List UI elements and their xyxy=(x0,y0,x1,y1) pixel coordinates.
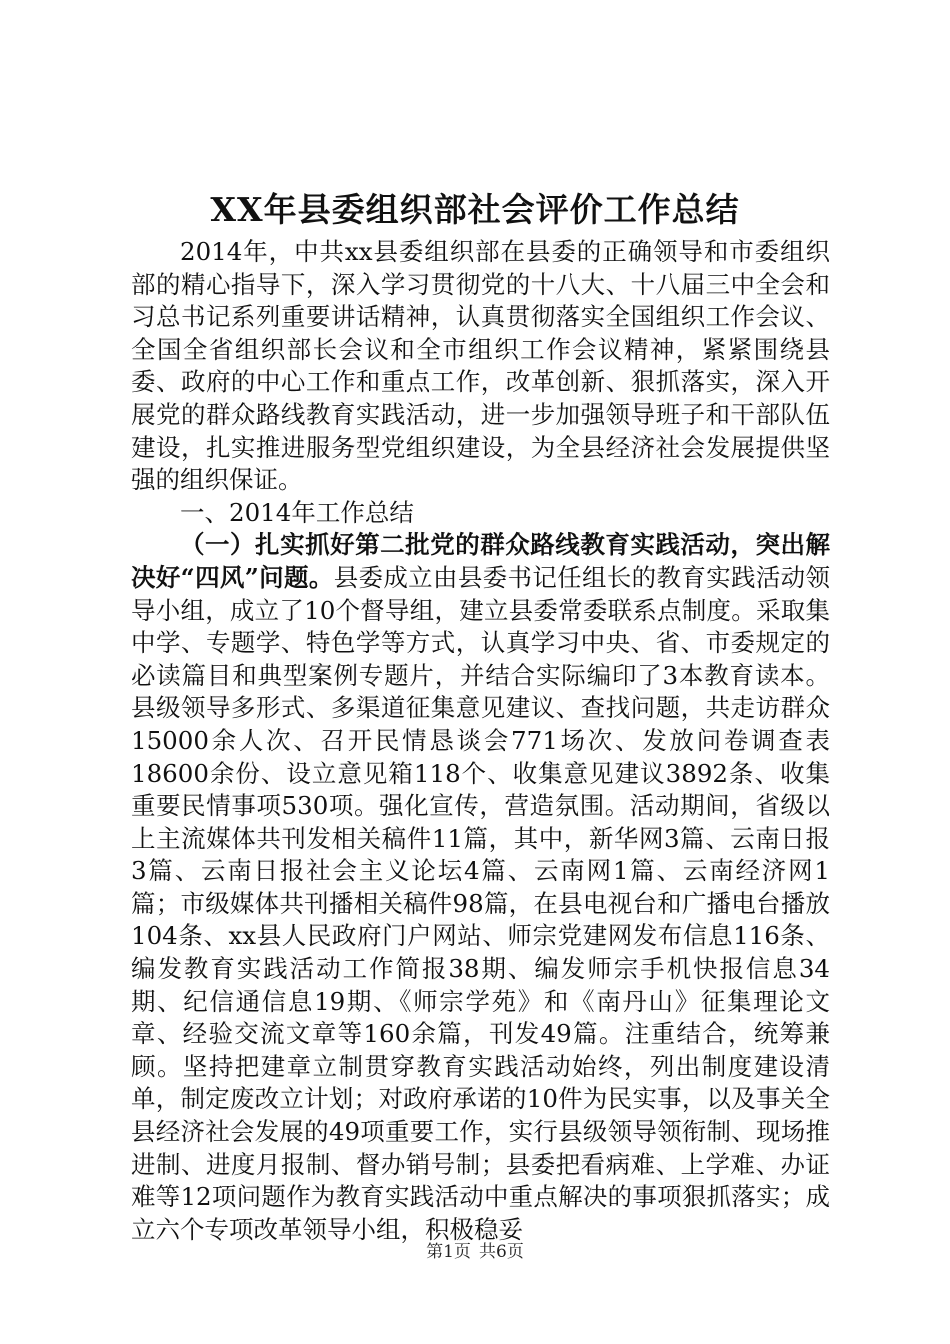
document-body xyxy=(131,236,830,1246)
intro-paragraph: 2014年，中共xx县委组织部在县委的正确领导和市委组织部的精心指导下，深入学习贯彻党的十八大、十八届三中全会和习总书记系列重要讲话精神，认真贯彻落实全国组织工作会议、全国全省组织部长会议和全市组织工作会议精神，紧紧围绕县委、政府的中心工作和重点工作，改革创新、狠抓落实，深入开展党的群众路线教育实践活动，进一步加强领导班子和干部队伍建设，扎实推进服务型党组织建设，为全县经济社会发展提供坚强的组织保证。 xyxy=(131,237,830,495)
page-total: 共6页 xyxy=(479,1242,524,1262)
section-heading: 一、2014年工作总结 xyxy=(180,497,414,527)
paragraph-1-body: 县委成立由县委书记任组长的教育实践活动领导小组，成立了10个督导组，建立县委常委联系点制度。采取集中学、专题学、特色学等方式，认真学习中央、省、市委规定的必读篇目和典型案例专题片，并结合实际编印了3本教育读本。县级领导多形式、多渠道征集意见建议、查找问题，共走访群众15000余人次、召开民情恳谈会771场次、发放问卷调查表18600余份、设立意见箱118个、收集意见建议3892条、收集重要民情事项530项。强化宣传，营造氛围。活动期间，省级以上主流媒体共刊发相关稿件11篇，其中，新华网3篇、云南日报3篇、云南日报社会主义论坛4篇、云南网1篇、云南经济网1篇；市级媒体共刊播相关稿件98篇，在县电视台和广播电台播放104条、xx县人民政府门户网站、师宗党建网发布信息116条、编发教育实践活动工作简报38期、编发师宗手机快报信息34期、纪信通信息19期、《师宗学苑》和《南丹山》征集理论文章、经验交流文章等160余篇，刊发49篇。注重结合，统筹兼顾。坚持把建章立制贯穿教育实践活动始终，列出制度建设清单，制定废改立计划；对政府承诺的10件为民实事，以及事关全县经济社会发展的49项重要工作，实行县级领导领衔制、现场推进制、进度月报制、督办销号制；县委把看病难、上学难、办证难等12项问题作为教育实践活动中重点解决的事项狠抓落实；成立六个专项改革领导小组，积极稳妥 xyxy=(131,562,831,1244)
page-footer xyxy=(0,1240,950,1264)
paragraph-1-lead: （一）扎实抓好第二批党的群众路线教育实践活动，突出解决好“四风”问题。 xyxy=(131,530,830,592)
document-title: XX年县委组织部社会评价工作总结 xyxy=(210,190,740,229)
page-number: 第1页 xyxy=(426,1242,471,1262)
paragraph-1 xyxy=(131,529,830,1246)
